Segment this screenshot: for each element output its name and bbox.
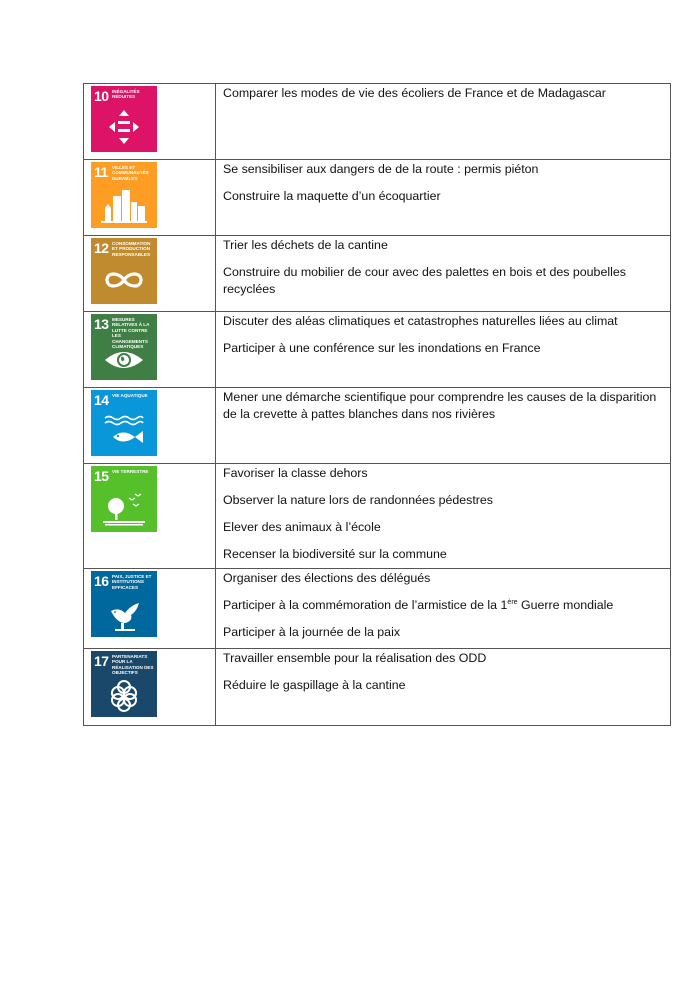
table-row (84, 312, 671, 388)
action-item (223, 596, 664, 614)
goal-icon-cell (84, 464, 216, 569)
goal-title: INÉGALITÉS RÉDUITES (112, 89, 140, 100)
action-item: Participer à la journée de la paix (223, 625, 401, 639)
goal-icon-cell (84, 236, 216, 312)
table-row (84, 160, 671, 236)
table-row (84, 649, 671, 726)
actions-cell (216, 464, 671, 569)
sdg-goal-15-tile (91, 466, 157, 532)
goal-number: 17 (94, 653, 109, 669)
actions-cell (216, 236, 671, 312)
goal-title: CONSOMMATION ET PRODUCTION RESPONSABLES (112, 241, 151, 257)
sdg-actions-table (83, 83, 671, 726)
action-item: Organiser des élections des délégués (223, 571, 431, 585)
action-item: Construire du mobilier de cour avec des palettes en bois et des poubelles recyclées (223, 265, 626, 296)
actions-cell (216, 388, 671, 464)
actions-cell (216, 649, 671, 726)
goal-icon-cell (84, 649, 216, 726)
sdg-goal-14-tile (91, 390, 157, 456)
action-item: Comparer les modes de vie des écoliers de France et de Madagascar (223, 86, 606, 100)
action-item: Discuter des aléas climatiques et catastrophes naturelles liées au climat (223, 314, 618, 328)
goal-number: 16 (94, 573, 109, 589)
actions-cell (216, 312, 671, 388)
action-item: Mener une démarche scientifique pour comprendre les causes de la disparition de la crevette à pattes blanches dans nos rivières (223, 390, 657, 421)
goal-title: PAIX, JUSTICE ET INSTITUTIONS EFFICACES (112, 574, 152, 590)
ordinal-superscript: ère (507, 599, 518, 606)
goal-title: PARTENARIATS POUR LA RÉALISATION DES OBJECTIFS (112, 654, 154, 676)
actions-cell (216, 160, 671, 236)
sdg-goal-16-tile (91, 571, 157, 637)
action-text: Participer à la commémoration de l’armistice de la 1 (223, 598, 508, 612)
table-row (84, 388, 671, 464)
goal-icon-cell (84, 312, 216, 388)
sdg-goal-10-tile (91, 86, 157, 152)
sdg-goal-12-tile (91, 238, 157, 304)
action-text: Guerre mondiale (517, 598, 614, 612)
goal-icon-cell (84, 160, 216, 236)
actions-cell (216, 569, 671, 649)
goal-number: 14 (94, 392, 109, 408)
goal-title: VIE TERRESTRE (112, 469, 149, 474)
action-item: Se sensibiliser aux dangers de de la route : permis piéton (223, 162, 539, 176)
action-item: Travailler ensemble pour la réalisation des ODD (223, 651, 487, 665)
action-item: Trier les déchets de la cantine (223, 238, 388, 252)
goal-number: 13 (94, 316, 109, 332)
table-row (84, 236, 671, 312)
table-row (84, 569, 671, 649)
sdg-goal-13-tile (91, 314, 157, 380)
action-item: Favoriser la classe dehors (223, 466, 368, 480)
goal-title: VILLES ET COMMUNAUTÉS DURABLES (112, 165, 149, 181)
action-item: Réduire le gaspillage à la cantine (223, 678, 406, 692)
action-item: Observer la nature lors de randonnées pédestres (223, 493, 493, 507)
sdg-goal-17-tile (91, 651, 157, 717)
goal-title: MESURES RELATIVES À LA LUTTE CONTRE LES CHANGEMENTS CLIMATIQUES (112, 317, 150, 350)
goal-icon-cell (84, 84, 216, 160)
actions-cell (216, 84, 671, 160)
action-item: Participer à une conférence sur les inondations en France (223, 341, 541, 355)
action-item: Construire la maquette d’un écoquartier (223, 189, 441, 203)
action-item: Recenser la biodiversité sur la commune (223, 547, 447, 561)
goal-icon-cell (84, 388, 216, 464)
goal-icon-cell (84, 569, 216, 649)
sdg-goal-11-tile (91, 162, 157, 228)
goal-title: VIE AQUATIQUE (112, 393, 148, 398)
goal-number: 11 (94, 164, 108, 180)
goal-number: 15 (94, 468, 109, 484)
goal-number: 12 (94, 240, 109, 256)
goal-number: 10 (94, 88, 109, 104)
action-item: Elever des animaux à l’école (223, 520, 381, 534)
table-row (84, 84, 671, 160)
table-row (84, 464, 671, 569)
